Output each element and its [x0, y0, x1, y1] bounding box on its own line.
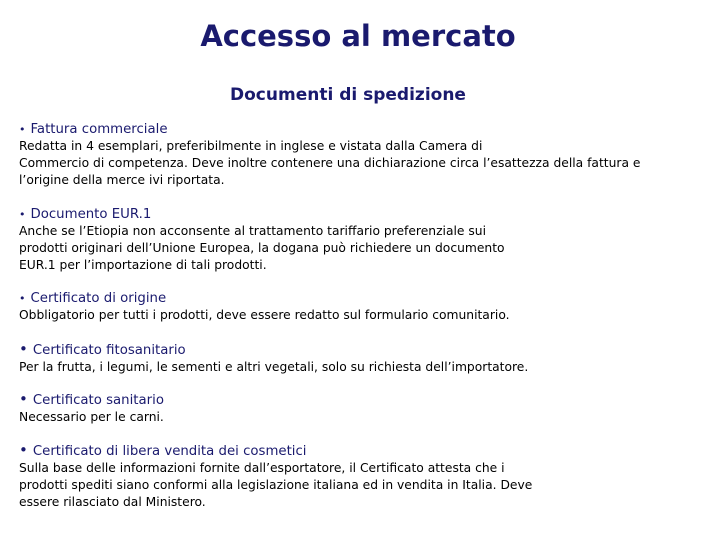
document-item-fattura-commerciale	[19, 121, 709, 189]
description-line: Sulla base delle informazioni fornite dall’esportatore, il Certificato attesta che i	[19, 461, 505, 475]
document-description	[19, 409, 709, 426]
document-description	[19, 223, 709, 274]
document-heading-label: Certificato fitosanitario	[32, 343, 186, 358]
document-description	[19, 460, 709, 511]
document-heading-label: Certificato di libera vendita dei cosmetici	[32, 444, 307, 459]
document-heading-label: Certificato di origine	[30, 291, 167, 306]
document-description	[19, 138, 709, 189]
bullet-icon: •	[19, 123, 26, 136]
document-heading	[19, 206, 709, 223]
document-item-certificato-sanitario	[19, 391, 709, 426]
bullet-icon: •	[19, 340, 28, 358]
description-line: Commercio di competenza. Deve inoltre contenere una dichiarazione circa l’esattezza della fattura e	[19, 156, 641, 170]
document-item-certificato-origine	[19, 290, 709, 324]
document-item-certificato-libera-vendita	[19, 442, 709, 511]
document-heading-label: Fattura commerciale	[30, 122, 168, 137]
description-line: Redatta in 4 esemplari, preferibilmente in inglese e vistata dalla Camera di	[19, 139, 483, 153]
page-title: Accesso al mercato	[200, 19, 516, 53]
document-description	[19, 307, 709, 324]
document-heading	[19, 290, 709, 307]
description-line: Anche se l’Etiopia non acconsente al trattamento tariffario preferenziale sui	[19, 224, 486, 238]
document-heading	[19, 442, 709, 460]
document-item-certificato-fitosanitario	[19, 341, 709, 376]
description-line: prodotti spediti siano conformi alla legislazione italiana ed in vendita in Italia. Deve	[19, 478, 533, 492]
document-description	[19, 359, 709, 376]
description-line: EUR.1 per l’importazione di tali prodotti.	[19, 258, 267, 272]
description-line: essere rilasciato dal Ministero.	[19, 495, 206, 509]
document-heading	[19, 121, 709, 138]
bullet-icon: •	[19, 390, 28, 408]
description-line: Necessario per le carni.	[19, 410, 164, 424]
document-heading-label: Documento EUR.1	[30, 207, 152, 222]
bullet-icon: •	[19, 208, 26, 221]
description-line: prodotti originari dell’Unione Europea, la dogana può richiedere un documento	[19, 241, 505, 255]
description-line: Obbligatorio per tutti i prodotti, deve essere redatto sul formulario comunitario.	[19, 308, 510, 322]
description-line: l’origine della merce ivi riportata.	[19, 173, 225, 187]
document-heading-label: Certificato sanitario	[32, 393, 164, 408]
document-item-eur1	[19, 206, 709, 274]
bullet-icon: •	[19, 292, 26, 305]
bullet-icon: •	[19, 441, 28, 459]
page-subtitle: Documenti di spedizione	[230, 85, 466, 105]
document-heading	[19, 341, 709, 359]
document-heading	[19, 391, 709, 409]
description-line: Per la frutta, i legumi, le sementi e altri vegetali, solo su richiesta dell’importatore.	[19, 360, 529, 374]
